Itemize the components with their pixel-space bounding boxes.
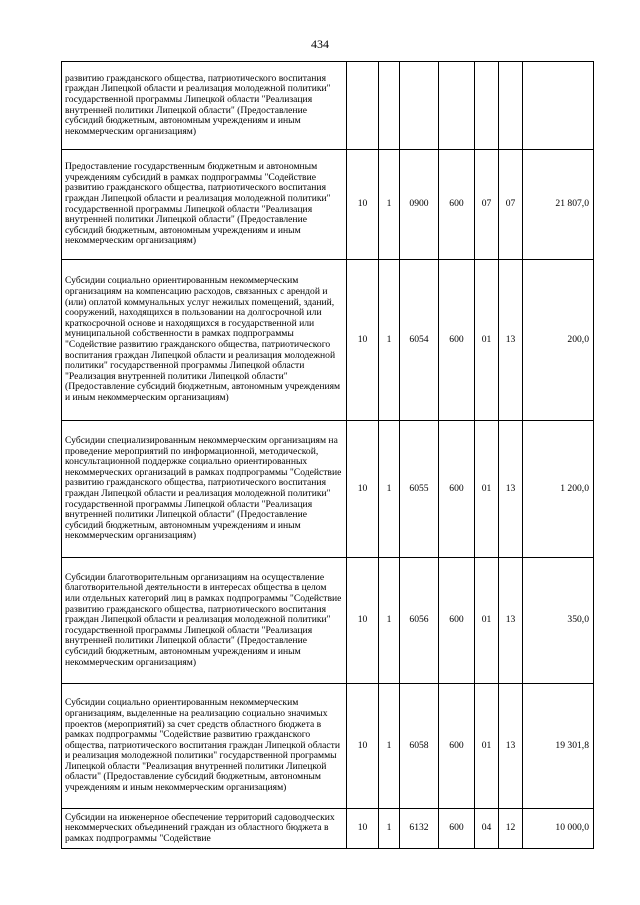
row-description: Субсидии социально ориентированным некоммерческим организациям, выделенные на реализацию социально значимых проектов (мероприятий) за счет средств областного бюджета в рамках подпрограммы "Содействие развитию гражданского общества, патриотического воспитания граждан Липецкой области и реализация молодежной политики" государственной программы Липецкой области "Реализация внутренней политики Липецкой области" (Предоставление субсидий бюджетным, автономным учреждениям и иным некоммерческим организациям) (62, 684, 347, 809)
expense-type-code (439, 62, 475, 150)
table-row (62, 150, 594, 260)
section-code (475, 62, 499, 150)
program-code: 10 (347, 558, 379, 684)
subprogram-code: 1 (379, 260, 400, 421)
target-article-code: 6055 (400, 421, 439, 558)
row-description: Субсидии благотворительным организациям на осуществление благотворительной деятельности в интересах общества в целом или отдельных категорий лиц в рамках подпрограммы "Содействие развитию гражданского общества, патриотического воспитания граждан Липецкой области и реализация молодежной политики" государственной программы Липецкой области "Реализация внутренней политики Липецкой области" (Предоставление субсидий бюджетным, автономным учреждениям и иным некоммерческим организациям) (62, 558, 347, 684)
page-number: 434 (311, 37, 329, 51)
amount (523, 62, 594, 150)
subsection-code: 12 (499, 809, 523, 849)
program-code: 10 (347, 150, 379, 260)
amount: 10 000,0 (523, 809, 594, 849)
program-code: 10 (347, 260, 379, 421)
section-code: 01 (475, 558, 499, 684)
section-code: 04 (475, 809, 499, 849)
target-article-code: 6058 (400, 684, 439, 809)
expense-type-code: 600 (439, 809, 475, 849)
program-code: 10 (347, 684, 379, 809)
table-row (62, 809, 594, 849)
program-code (347, 62, 379, 150)
subprogram-code: 1 (379, 558, 400, 684)
amount: 1 200,0 (523, 421, 594, 558)
amount: 19 301,8 (523, 684, 594, 809)
table-row (62, 260, 594, 421)
expense-type-code: 600 (439, 260, 475, 421)
expense-type-code: 600 (439, 421, 475, 558)
expense-type-code: 600 (439, 684, 475, 809)
table-row (62, 558, 594, 684)
table-row (62, 684, 594, 809)
target-article-code: 6056 (400, 558, 439, 684)
subsection-code: 07 (499, 150, 523, 260)
subsection-code: 13 (499, 558, 523, 684)
subsection-code: 13 (499, 421, 523, 558)
expense-type-code: 600 (439, 150, 475, 260)
row-description: Предоставление государственным бюджетным и автономным учреждениям субсидий в рамках подпрограммы "Содействие развитию гражданского общества, патриотического воспитания граждан Липецкой области и реализация молодежной политики" государственной программы Липецкой области "Реализация внутренней политики Липецкой области" (Предоставление субсидий бюджетным, автономным учреждениям и иным некоммерческим организациям) (62, 150, 347, 260)
target-article-code: 6132 (400, 809, 439, 849)
table-row (62, 62, 594, 150)
subsection-code: 13 (499, 684, 523, 809)
subsection-code (499, 62, 523, 150)
subprogram-code (379, 62, 400, 150)
amount: 350,0 (523, 558, 594, 684)
target-article-code: 6054 (400, 260, 439, 421)
row-description: развитию гражданского общества, патриотического воспитания граждан Липецкой области и реализация молодежной политики" государственной программы Липецкой области "Реализация внутренней политики Липецкой области" (Предоставление субсидий бюджетным, автономным учреждениям и иным некоммерческим организациям) (62, 62, 347, 150)
section-code: 01 (475, 421, 499, 558)
amount: 21 807,0 (523, 150, 594, 260)
program-code: 10 (347, 809, 379, 849)
row-description: Субсидии специализированным некоммерческим организациям на проведение мероприятий по информационной, методической, консультационной поддержке социально ориентированных некоммерческих организаций в рамках подпрограммы "Содействие развитию гражданского общества, патриотического воспитания граждан Липецкой области и реализация молодежной политики" государственной программы Липецкой области "Реализация внутренней политики Липецкой области" (Предоставление субсидий бюджетным, автономным учреждениям и иным некоммерческим организациям) (62, 421, 347, 558)
expense-type-code: 600 (439, 558, 475, 684)
table-row (62, 421, 594, 558)
row-description: Субсидии на инженерное обеспечение территорий садоводческих некоммерческих объединений граждан из областного бюджета в рамках подпрограммы "Содействие (62, 809, 347, 849)
section-code: 01 (475, 260, 499, 421)
program-code: 10 (347, 421, 379, 558)
subprogram-code: 1 (379, 150, 400, 260)
subprogram-code: 1 (379, 684, 400, 809)
target-article-code: 0900 (400, 150, 439, 260)
row-description: Субсидии социально ориентированным некоммерческим организациям на компенсацию расходов, связанных с арендой и (или) оплатой коммунальных услуг нежилых помещений, зданий, сооружений, находящихся в пользовании на долгосрочной или краткосрочной основе и находящихся в государственной или муниципальной собственности в рамках подпрограммы "Содействие развитию гражданского общества, патриотического воспитания граждан Липецкой области и реализация молодежной политики" государственной программы Липецкой области "Реализация внутренней политики Липецкой области" (Предоставление субсидий бюджетным, автономным учреждениям и иным некоммерческим организациям) (62, 260, 347, 421)
section-code: 01 (475, 684, 499, 809)
target-article-code (400, 62, 439, 150)
subprogram-code: 1 (379, 809, 400, 849)
amount: 200,0 (523, 260, 594, 421)
subsection-code: 13 (499, 260, 523, 421)
section-code: 07 (475, 150, 499, 260)
subprogram-code: 1 (379, 421, 400, 558)
budget-table (61, 61, 594, 849)
